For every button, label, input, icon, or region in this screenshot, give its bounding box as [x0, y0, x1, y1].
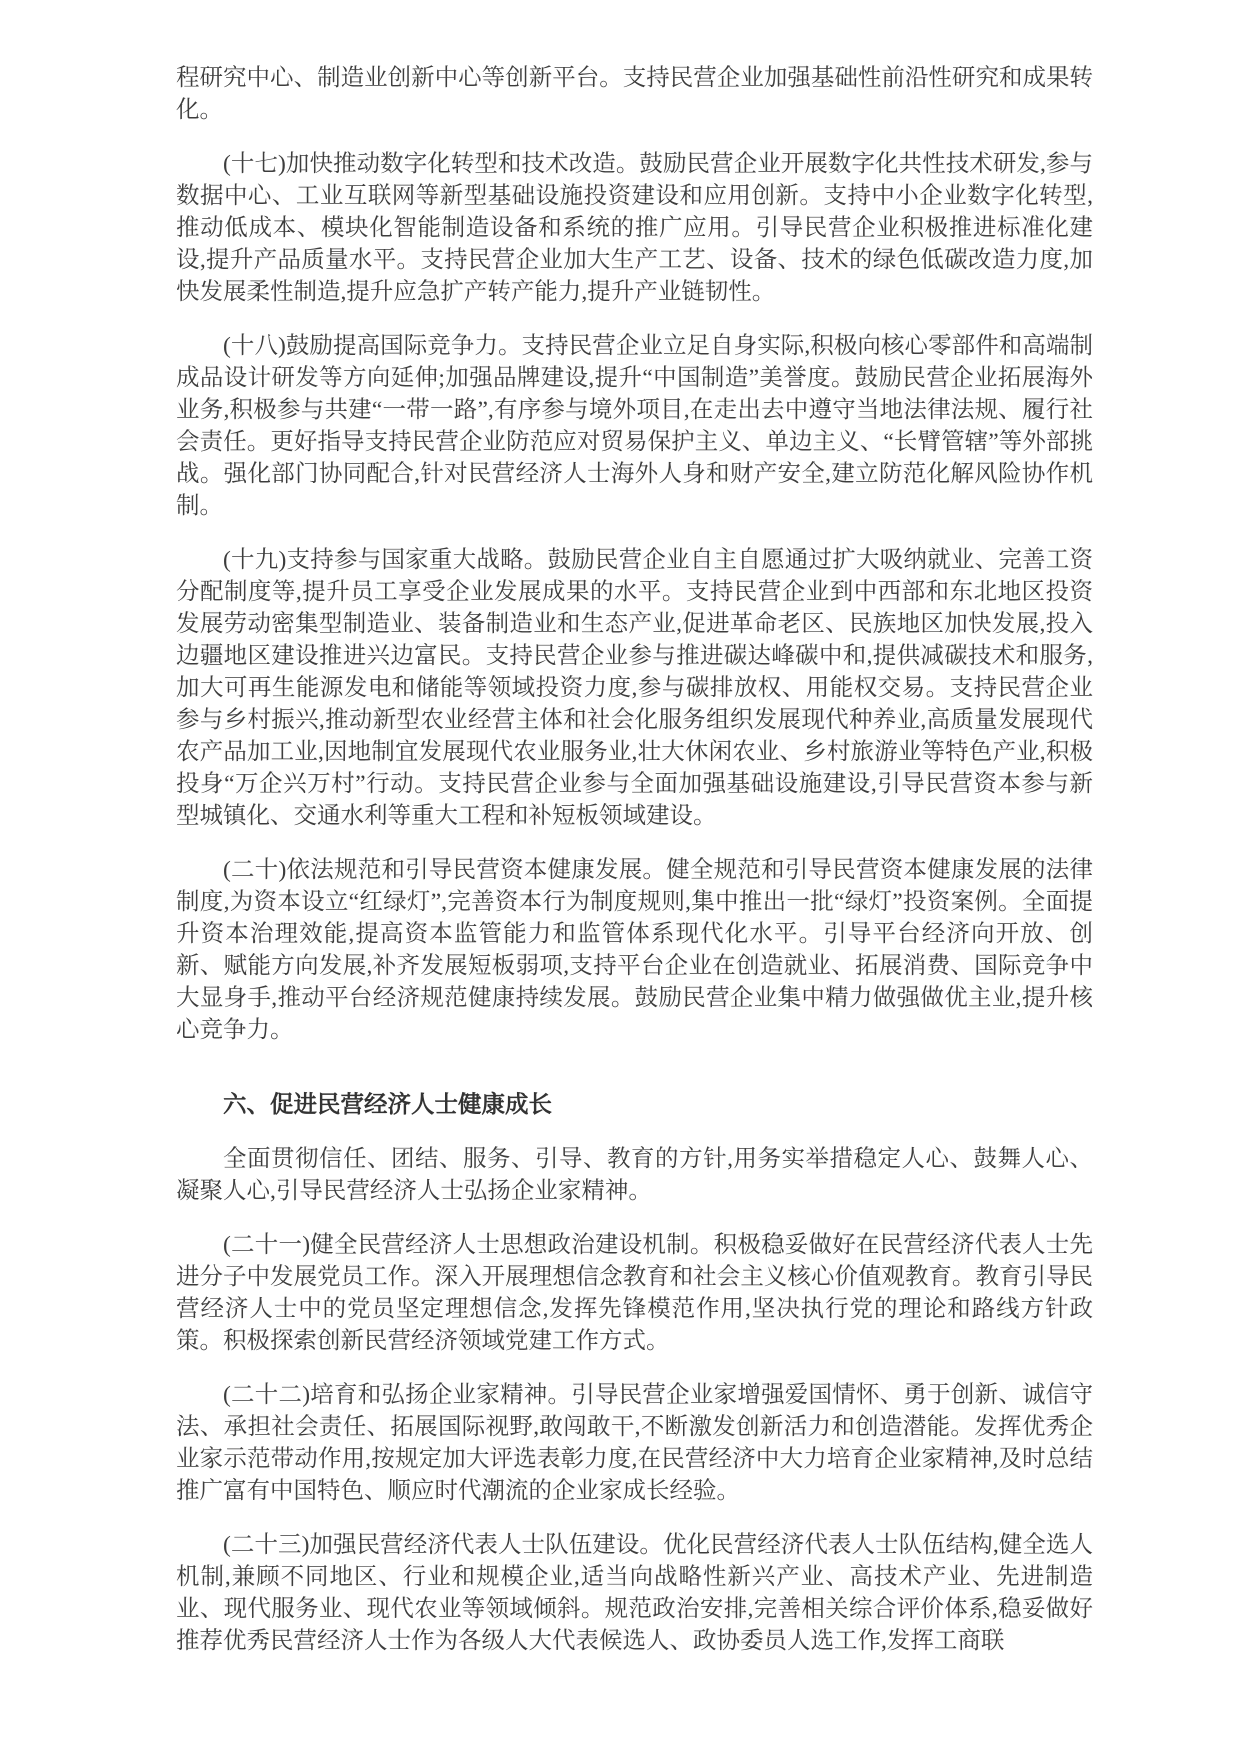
- paragraph-item-19: (十九)支持参与国家重大战略。鼓励民营企业自主自愿通过扩大吸纳就业、完善工资分配制度等,提升员工享受企业发展成果的水平。支持民营企业到中西部和东北地区投资发展劳动密集型制造业、装备制造业和生态产业,促进革命老区、民族地区加快发展,投入边疆地区建设推进兴边富民。支持民营企业参与推进碳达峰碳中和,提供减碳技术和服务,加大可再生能源发电和储能等领域投资力度,参与碳排放权、用能权交易。支持民营企业参与乡村振兴,推动新型农业经营主体和社会化服务组织发展现代种养业,高质量发展现代农产品加工业,因地制宜发展现代农业服务业,壮大休闲农业、乡村旅游业等特色产业,积极投身“万企兴万村”行动。支持民营企业参与全面加强基础设施建设,引导民营资本参与新型城镇化、交通水利等重大工程和补短板领域建设。: [176, 547, 1093, 829]
- section-heading-6: 六、促进民营经济人士健康成长: [223, 1092, 552, 1118]
- paragraph-item-18: (十八)鼓励提高国际竞争力。支持民营企业立足自身实际,积极向核心零部件和高端制成品设计研发等方向延伸;加强品牌建设,提升“中国制造”美誉度。鼓励民营企业拓展海外业务,积极参与共建“一带一路”,有序参与境外项目,在走出去中遵守当地法律法规、履行社会责任。更好指导支持民营企业防范应对贸易保护主义、单边主义、“长臂管辖”等外部挑战。强化部门协同配合,针对民营经济人士海外人身和财产安全,建立防范化解风险协作机制。: [176, 333, 1093, 519]
- page-body: [176, 62, 1093, 1679]
- paragraph-section-intro: 全面贯彻信任、团结、服务、引导、教育的方针,用务实举措稳定人心、鼓舞人心、凝聚人心,引导民营经济人士弘扬企业家精神。: [176, 1146, 1093, 1204]
- paragraph-item-20: (二十)依法规范和引导民营资本健康发展。健全规范和引导民营资本健康发展的法律制度,为资本设立“红绿灯”,完善资本行为制度规则,集中推出一批“绿灯”投资案例。全面提升资本治理效能,提高资本监管能力和监管体系现代化水平。引导平台经济向开放、创新、赋能方向发展,补齐发展短板弱项,支持平台企业在创造就业、拓展消费、国际竞争中大显身手,推动平台经济规范健康持续发展。鼓励民营企业集中精力做强做优主业,提升核心竞争力。: [176, 857, 1093, 1043]
- paragraph-item-21: (二十一)健全民营经济人士思想政治建设机制。积极稳妥做好在民营经济代表人士先进分子中发展党员工作。深入开展理想信念教育和社会主义核心价值观教育。教育引导民营经济人士中的党员坚定理想信念,发挥先锋模范作用,坚决执行党的理论和路线方针政策。积极探索创新民营经济领域党建工作方式。: [176, 1232, 1093, 1354]
- paragraph-item-23: (二十三)加强民营经济代表人士队伍建设。优化民营经济代表人士队伍结构,健全选人机制,兼顾不同地区、行业和规模企业,适当向战略性新兴产业、高技术产业、先进制造业、现代服务业、现代农业等领域倾斜。规范政治安排,完善相关综合评价体系,稳妥做好推荐优秀民营经济人士作为各级人大代表候选人、政协委员人选工作,发挥工商联: [176, 1532, 1093, 1654]
- paragraph-item-22: (二十二)培育和弘扬企业家精神。引导民营企业家增强爱国情怀、勇于创新、诚信守法、承担社会责任、拓展国际视野,敢闯敢干,不断激发创新活力和创造潜能。发挥优秀企业家示范带动作用,按规定加大评选表彰力度,在民营经济中大力培育企业家精神,及时总结推广富有中国特色、顺应时代潮流的企业家成长经验。: [176, 1382, 1093, 1504]
- paragraph-continuation: 程研究中心、制造业创新中心等创新平台。支持民营企业加强基础性前沿性研究和成果转化。: [176, 65, 1093, 123]
- paragraph-item-17: (十七)加快推动数字化转型和技术改造。鼓励民营企业开展数字化共性技术研发,参与数据中心、工业互联网等新型基础设施投资建设和应用创新。支持中小企业数字化转型,推动低成本、模块化智能制造设备和系统的推广应用。引导民营企业积极推进标准化建设,提升产品质量水平。支持民营企业加大生产工艺、设备、技术的绿色低碳改造力度,加快发展柔性制造,提升应急扩产转产能力,提升产业链韧性。: [176, 151, 1093, 305]
